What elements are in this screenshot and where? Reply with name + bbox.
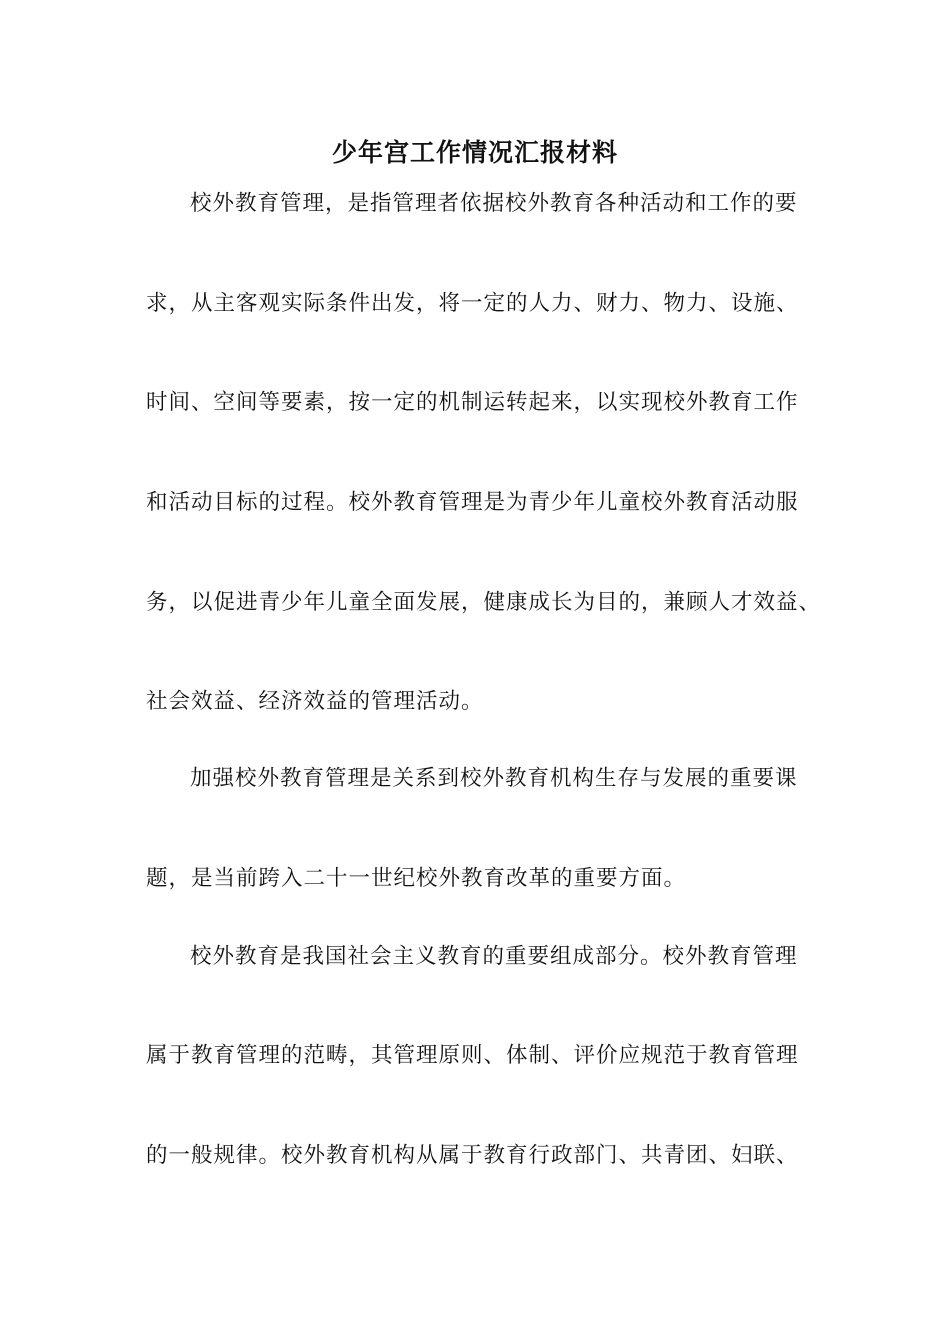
paragraph-1-line-1: 校外教育管理，是指管理者依据校外教育各种活动和工作的要	[190, 191, 798, 216]
document-title: 少年宫工作情况汇报材料	[331, 138, 618, 167]
paragraph-2-line-2: 题，是当前跨入二十一世纪校外教育改革的重要方面。	[146, 866, 687, 891]
paragraph-1-line-6: 社会效益、经济效益的管理活动。	[146, 689, 484, 714]
paragraph-3-line-2: 属于教育管理的范畴，其管理原则、体制、评价应规范于教育管理	[146, 1043, 799, 1068]
paragraph-1-line-3: 时间、空间等要素，按一定的机制运转起来，以实现校外教育工作	[146, 390, 799, 415]
paragraph-1-line-2: 求，从主客观实际条件出发，将一定的人力、财力、物力、设施、	[146, 291, 799, 316]
paragraph-3-line-1: 校外教育是我国社会主义教育的重要组成部分。校外教育管理	[190, 944, 798, 969]
paragraph-3-line-3: 的一般规律。校外教育机构从属于教育行政部门、共青团、妇联、	[146, 1143, 799, 1168]
paragraph-1-line-4: 和活动目标的过程。校外教育管理是为青少年儿童校外教育活动服	[146, 490, 799, 515]
paragraph-1-line-5: 务，以促进青少年儿童全面发展，健康成长为目的，兼顾人才效益、	[146, 590, 822, 615]
paragraph-2-line-1: 加强校外教育管理是关系到校外教育机构生存与发展的重要课	[190, 766, 798, 791]
